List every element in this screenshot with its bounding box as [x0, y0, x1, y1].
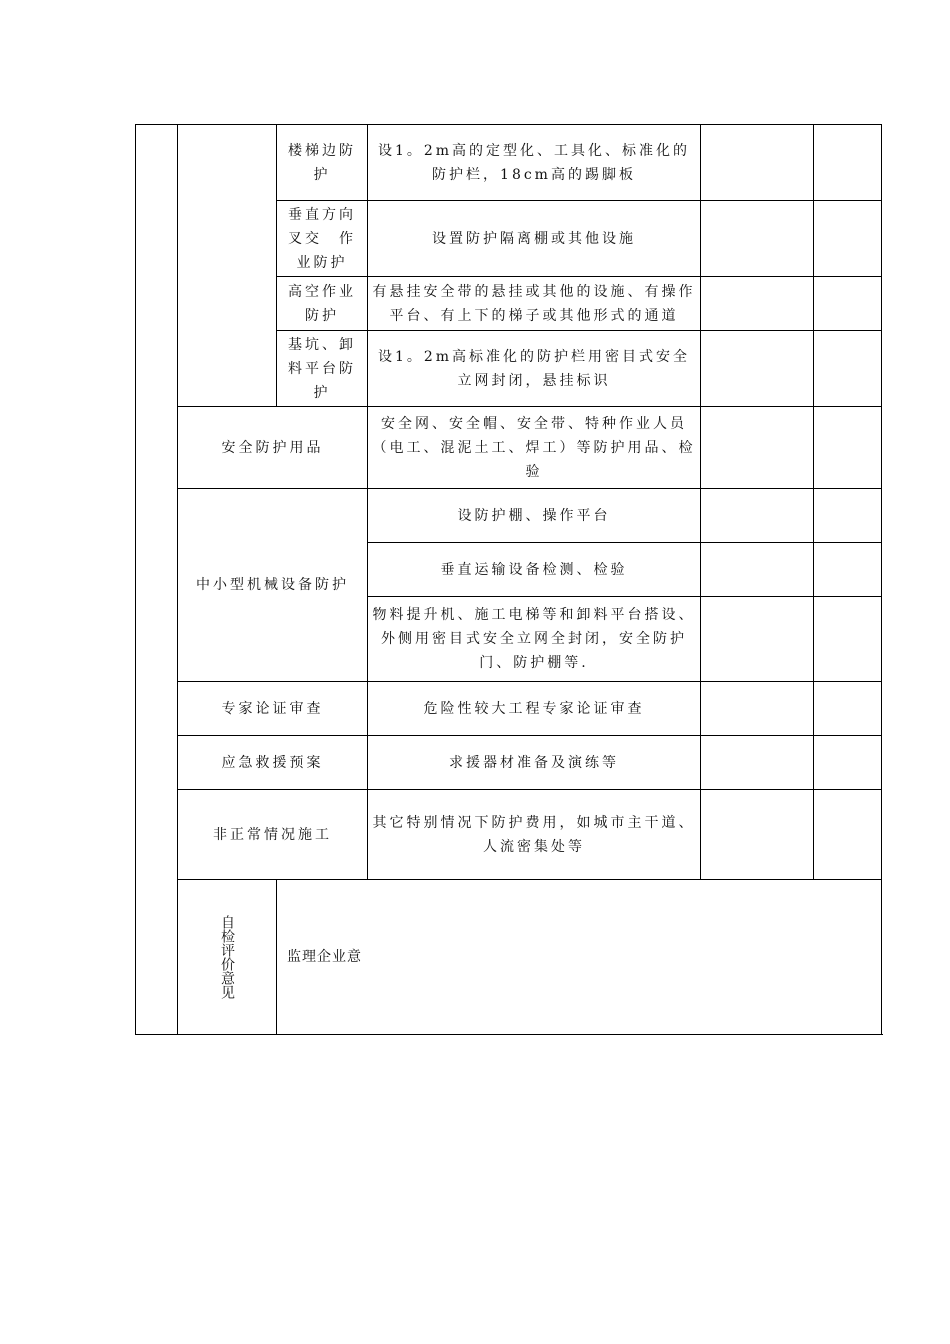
- remark-cell: [814, 407, 882, 489]
- table-row: [136, 682, 882, 736]
- amount-cell: [701, 277, 814, 331]
- table-row: [136, 489, 882, 543]
- remark-cell: [814, 277, 882, 331]
- remark-cell: [814, 543, 882, 597]
- table-row: [136, 125, 882, 201]
- item-cell: 高空作业防护: [277, 277, 368, 331]
- evaluation-label-cell: [178, 880, 277, 1035]
- table-row: [136, 407, 882, 489]
- amount-cell: [701, 201, 814, 277]
- supervisor-opinion: 监理企业意: [277, 880, 882, 1035]
- amount-cell: [701, 682, 814, 736]
- table-row: [136, 880, 882, 1035]
- content-cell: 安全网、安全帽、安全带、特种作业人员（电工、混泥土工、焊工）等防护用品、检验: [368, 407, 701, 489]
- remark-cell: [814, 489, 882, 543]
- content-cell: 求援器材准备及演练等: [368, 736, 701, 790]
- subcategory-cell: [178, 125, 277, 407]
- remark-cell: [814, 331, 882, 407]
- content-cell: 设防护棚、操作平台: [368, 489, 701, 543]
- remark-cell: [814, 597, 882, 682]
- remark-cell: [814, 736, 882, 790]
- item-cell: 非正常情况施工: [178, 790, 368, 880]
- remark-cell: [814, 125, 882, 201]
- item-cell: 应急救援预案: [178, 736, 368, 790]
- item-cell: 专家论证审查: [178, 682, 368, 736]
- amount-cell: [701, 489, 814, 543]
- item-cell: 基坑、卸料平台防护: [277, 331, 368, 407]
- content-cell: 物料提升机、施工电梯等和卸料平台搭设、外侧用密目式安全立网全封闭，安全防护门、防护棚等.: [368, 597, 701, 682]
- content-cell: 设1。2m高标准化的防护栏用密目式安全立网封闭，悬挂标识: [368, 331, 701, 407]
- item-cell: 安全防护用品: [178, 407, 368, 489]
- evaluation-label: 自检评价意见: [219, 915, 235, 999]
- amount-cell: [701, 331, 814, 407]
- amount-cell: [701, 125, 814, 201]
- content-cell: 危险性较大工程专家论证审查: [368, 682, 701, 736]
- remark-cell: [814, 790, 882, 880]
- table-row: [136, 790, 882, 880]
- amount-cell: [701, 790, 814, 880]
- content-cell: 设置防护隔离棚或其他设施: [368, 201, 701, 277]
- content-cell: 有悬挂安全带的悬挂或其他的设施、有操作平台、有上下的梯子或其他形式的通道: [368, 277, 701, 331]
- content-cell: 设1。2m高的定型化、工具化、标准化的防护栏，18cm高的踢脚板: [368, 125, 701, 201]
- content-cell: 其它特别情况下防护费用，如城市主干道、人流密集处等: [368, 790, 701, 880]
- amount-cell: [701, 543, 814, 597]
- item-cell: 中小型机械设备防护: [178, 489, 368, 682]
- remark-cell: [814, 201, 882, 277]
- amount-cell: [701, 597, 814, 682]
- item-cell: 垂直方向叉交 作业防护: [277, 201, 368, 277]
- amount-cell: [701, 407, 814, 489]
- safety-cost-table: [135, 124, 882, 1035]
- amount-cell: [701, 736, 814, 790]
- item-cell: 楼梯边防护: [277, 125, 368, 201]
- category-cell: [136, 125, 178, 1035]
- table-row: [136, 736, 882, 790]
- content-cell: 垂直运输设备检测、检验: [368, 543, 701, 597]
- remark-cell: [814, 682, 882, 736]
